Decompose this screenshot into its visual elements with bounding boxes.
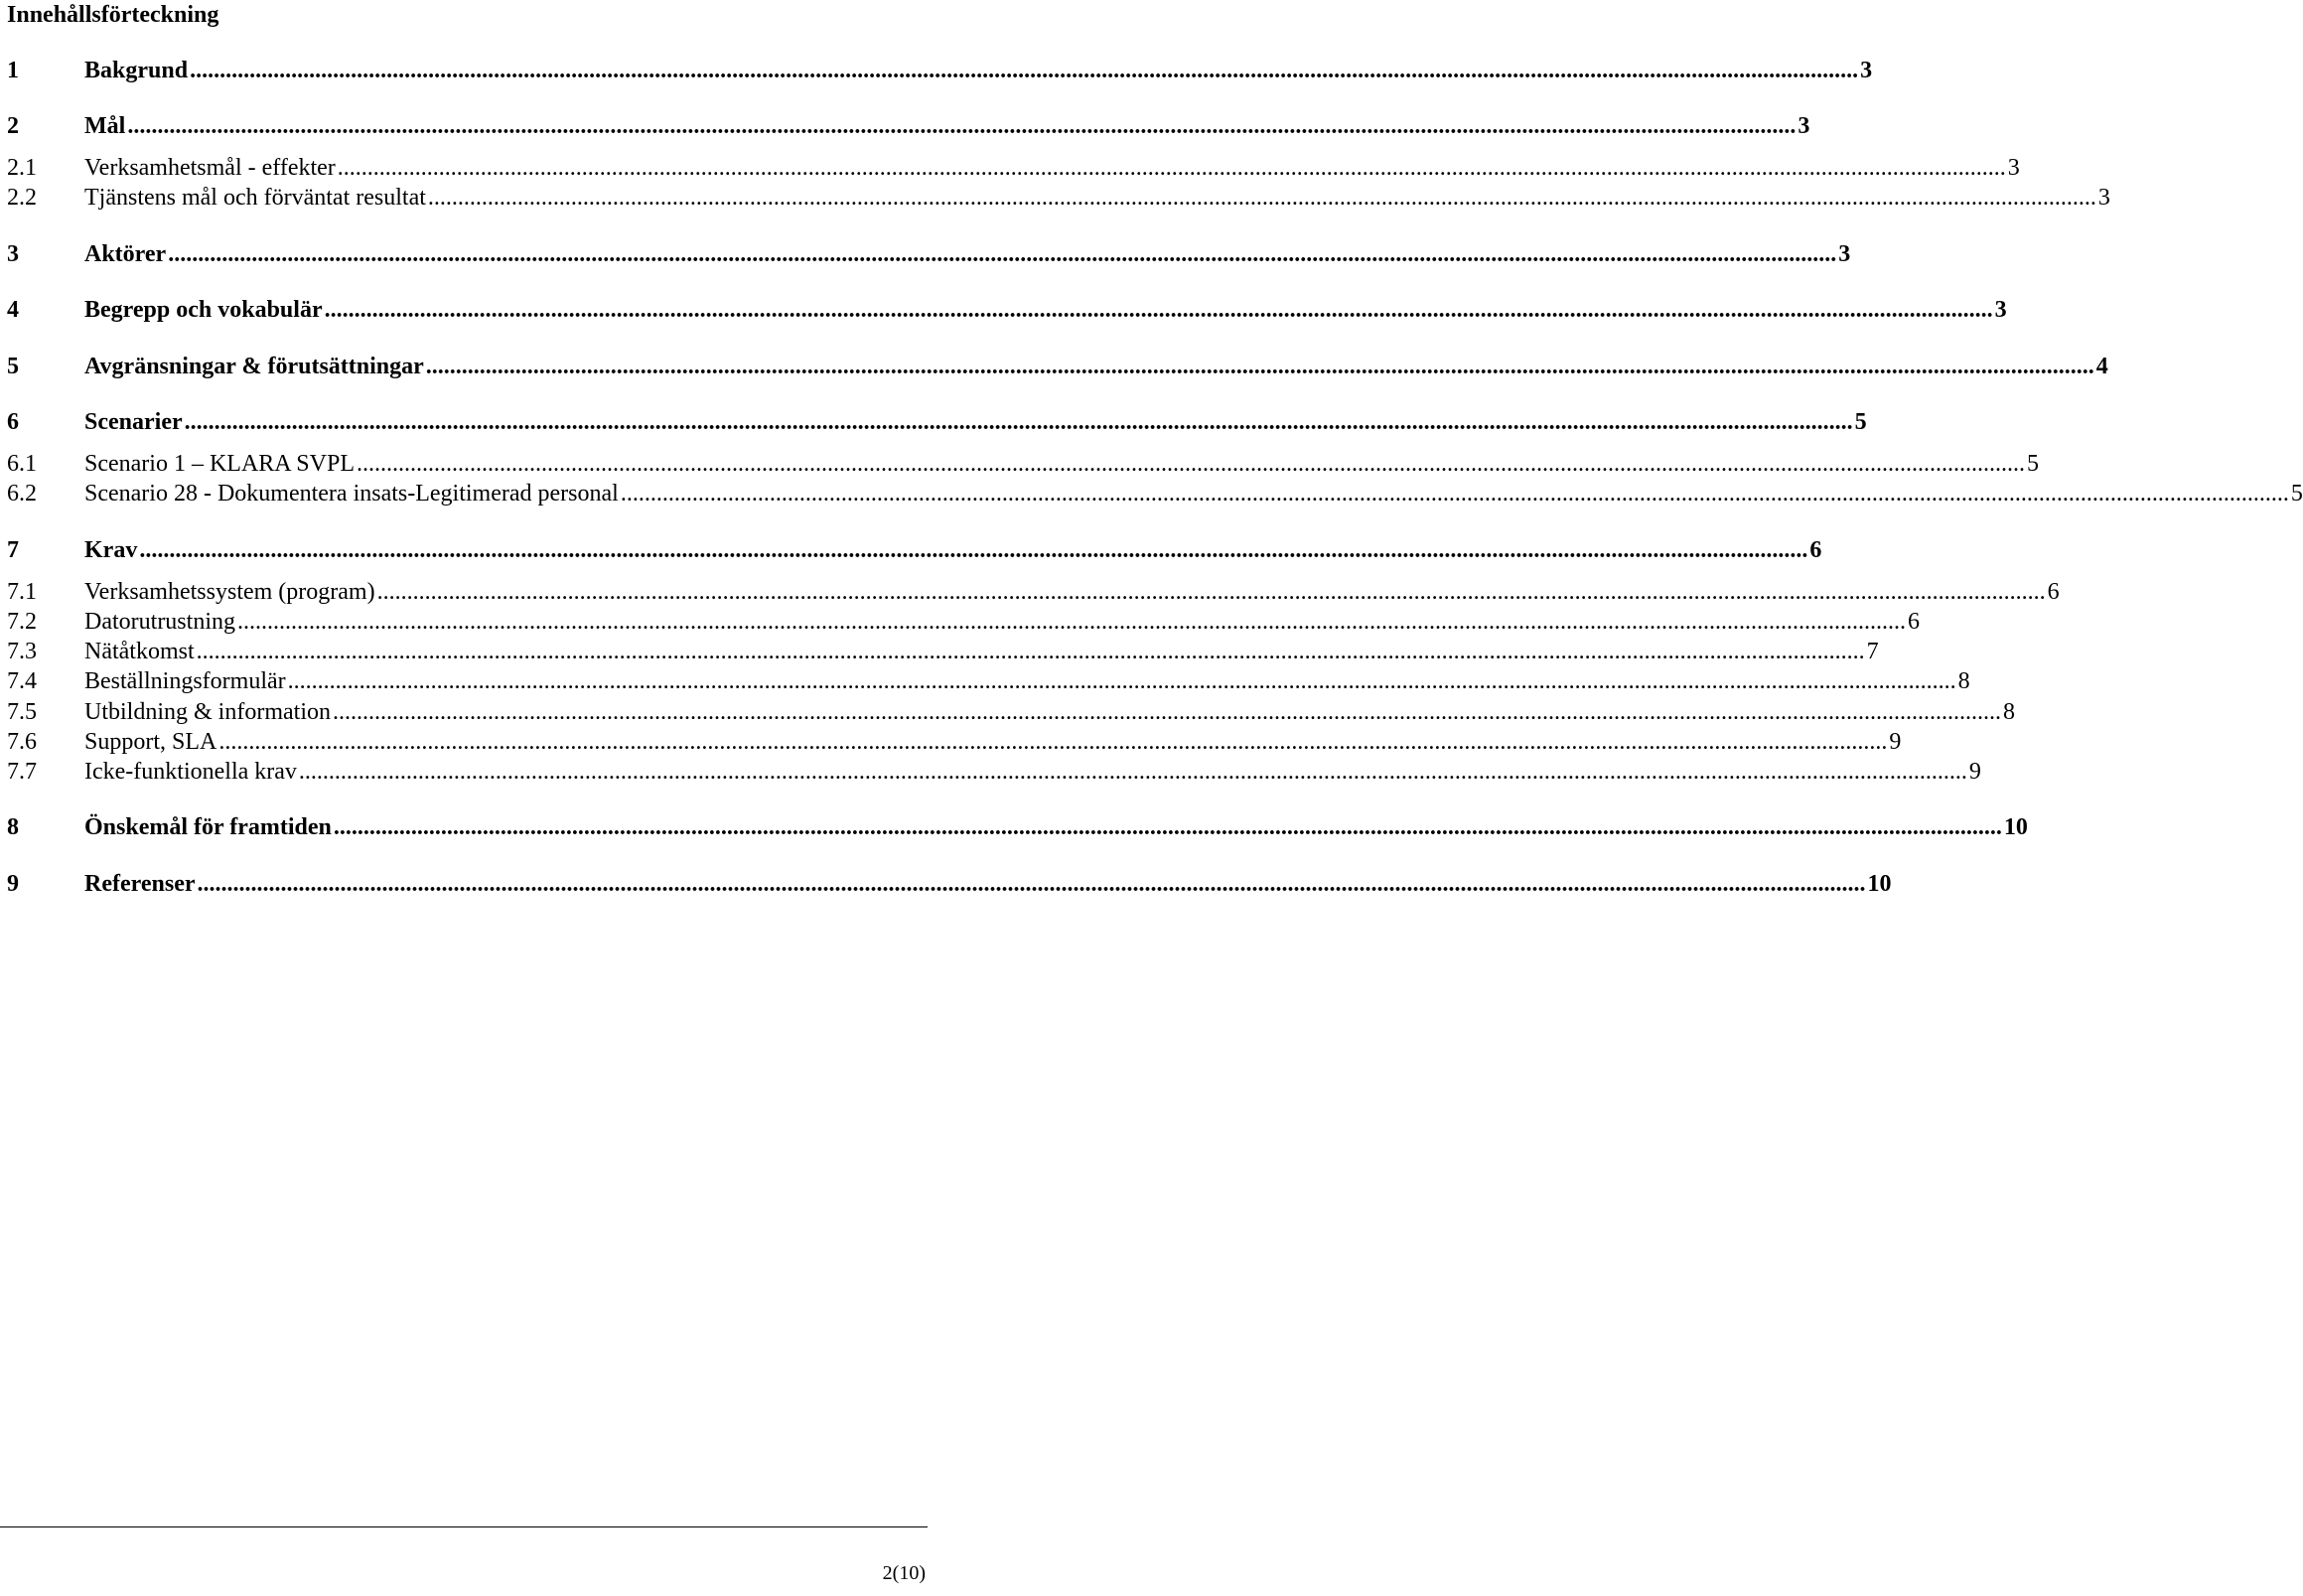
toc-dot-leader <box>125 111 1796 141</box>
toc-entry-number: 6.2 <box>7 481 37 507</box>
toc-entry[interactable] <box>7 757 1981 787</box>
toc-entry-number: 6.1 <box>7 451 37 477</box>
toc-entry-page: 3 <box>1860 58 1873 83</box>
toc-dot-leader <box>332 812 2002 842</box>
toc-dot-leader <box>297 757 1967 787</box>
toc-entry-number: 7.4 <box>7 668 37 694</box>
toc-entry-title: Icke-funktionella krav <box>84 759 297 785</box>
toc-dot-leader <box>375 577 2046 607</box>
toc-dot-leader <box>619 479 2289 508</box>
toc-entry[interactable] <box>7 697 2015 727</box>
toc-entry-number: 7.7 <box>7 759 37 785</box>
toc-entry-page: 10 <box>2003 814 2028 840</box>
toc-entry[interactable] <box>7 607 1920 637</box>
toc-entry-number: 8 <box>7 814 19 840</box>
toc-dot-leader <box>355 449 2025 479</box>
toc-entry[interactable] <box>7 56 1873 85</box>
toc-entry-title: Bakgrund <box>84 58 189 83</box>
toc-entry-title: Aktörer <box>84 241 167 267</box>
toc-entry-page: 6 <box>2047 579 2060 605</box>
toc-dot-leader <box>331 697 2001 727</box>
toc-dot-leader <box>323 295 1993 325</box>
toc-entry-page: 9 <box>1968 759 1981 785</box>
toc-entry-page: 3 <box>2007 155 2020 181</box>
toc-dot-leader <box>188 56 1858 85</box>
toc-entry-number: 7.2 <box>7 609 37 635</box>
toc-entry[interactable] <box>7 352 2108 381</box>
toc-entry[interactable] <box>7 153 2020 183</box>
toc-entry[interactable] <box>7 183 2110 213</box>
toc-entry-page: 5 <box>2290 481 2303 507</box>
toc-dot-leader <box>195 637 1865 666</box>
toc-entry[interactable] <box>7 111 1810 141</box>
toc-entry-title: Referenser <box>84 871 196 897</box>
toc-entry-page: 7 <box>1866 639 1879 664</box>
toc-entry-number: 5 <box>7 354 19 379</box>
toc-entry-title: Krav <box>84 537 138 563</box>
toc-entry-title: Scenario 1 – KLARA SVPL <box>84 451 355 477</box>
toc-entry[interactable] <box>7 407 1867 437</box>
toc-entry[interactable] <box>7 449 2039 479</box>
toc-entry-number: 1 <box>7 58 19 83</box>
toc-entry-number: 6 <box>7 409 19 435</box>
toc-entry-page: 9 <box>1889 729 1902 755</box>
toc-entry-number: 4 <box>7 297 19 323</box>
toc-entry-number: 3 <box>7 241 19 267</box>
toc-entry-title: Scenarier <box>84 409 183 435</box>
toc-entry-title: Scenario 28 - Dokumentera insats-Legitimerad personal <box>84 481 619 507</box>
toc-entry-page: 5 <box>1854 409 1867 435</box>
toc-entry[interactable] <box>7 812 2028 842</box>
footer-page-number: 2(10) <box>882 1562 926 1584</box>
toc-entry-title: Datorutrustning <box>84 609 235 635</box>
toc-entry[interactable] <box>7 727 1902 757</box>
toc-entry-title: Verksamhetssystem (program) <box>84 579 375 605</box>
toc-entry-page: 6 <box>1907 609 1920 635</box>
toc-entry-title: Avgränsningar & förutsättningar <box>84 354 424 379</box>
toc-entry-title: Mål <box>84 113 126 139</box>
toc-entry-number: 7 <box>7 537 19 563</box>
toc-entry[interactable] <box>7 869 1892 899</box>
toc-dot-leader <box>183 407 1853 437</box>
toc-entry-number: 7.1 <box>7 579 37 605</box>
toc-dot-leader <box>137 535 1807 565</box>
toc-entry-title: Verksamhetsmål - effekter <box>84 155 336 181</box>
toc-entry-page: 4 <box>2095 354 2108 379</box>
toc-entry-title: Begrepp och vokabulär <box>84 297 323 323</box>
toc-entry[interactable] <box>7 577 2060 607</box>
toc-entry-page: 3 <box>1994 297 2007 323</box>
toc-entry-number: 7.5 <box>7 699 37 725</box>
toc-entry-title: Önskemål för framtiden <box>84 814 332 840</box>
toc-entry-page: 5 <box>2027 451 2039 477</box>
toc-entry-number: 9 <box>7 871 19 897</box>
toc-entry-page: 3 <box>1838 241 1851 267</box>
toc-entry-number: 7.6 <box>7 729 37 755</box>
toc-dot-leader <box>216 727 1887 757</box>
toc-dot-leader <box>196 869 1866 899</box>
toc-entry[interactable] <box>7 535 1822 565</box>
toc-dot-leader <box>235 607 1906 637</box>
toc-entry-number: 2 <box>7 113 19 139</box>
toc-entry-title: Utbildning & information <box>84 699 331 725</box>
toc-entry-page: 3 <box>1798 113 1810 139</box>
toc-entry-number: 2.2 <box>7 185 37 211</box>
toc-dot-leader <box>166 239 1836 269</box>
toc-entry-number: 7.3 <box>7 639 37 664</box>
toc-entry-title: Support, SLA <box>84 729 217 755</box>
toc-dot-leader <box>426 183 2096 213</box>
toc-dot-leader <box>336 153 2006 183</box>
toc-entry-title: Nätåtkomst <box>84 639 195 664</box>
page-title: Innehållsförteckning <box>7 2 219 28</box>
toc-entry[interactable] <box>7 637 1879 666</box>
toc-entry-title: Beställningsformulär <box>84 668 286 694</box>
toc-entry-page: 8 <box>2002 699 2015 725</box>
toc-entry[interactable] <box>7 239 1851 269</box>
toc-entry-page: 10 <box>1867 871 1892 897</box>
toc-entry-page: 8 <box>1957 668 1970 694</box>
toc-entry-title: Tjänstens mål och förväntat resultat <box>84 185 426 211</box>
toc-dot-leader <box>286 666 1956 696</box>
toc-entry[interactable] <box>7 666 1970 696</box>
toc-dot-leader <box>424 352 2094 381</box>
toc-entry[interactable] <box>7 295 2007 325</box>
toc-entry[interactable] <box>7 479 2303 508</box>
footer-divider <box>0 1526 928 1527</box>
toc-entry-page: 3 <box>2097 185 2110 211</box>
toc-entry-page: 6 <box>1809 537 1822 563</box>
toc-entry-number: 2.1 <box>7 155 37 181</box>
